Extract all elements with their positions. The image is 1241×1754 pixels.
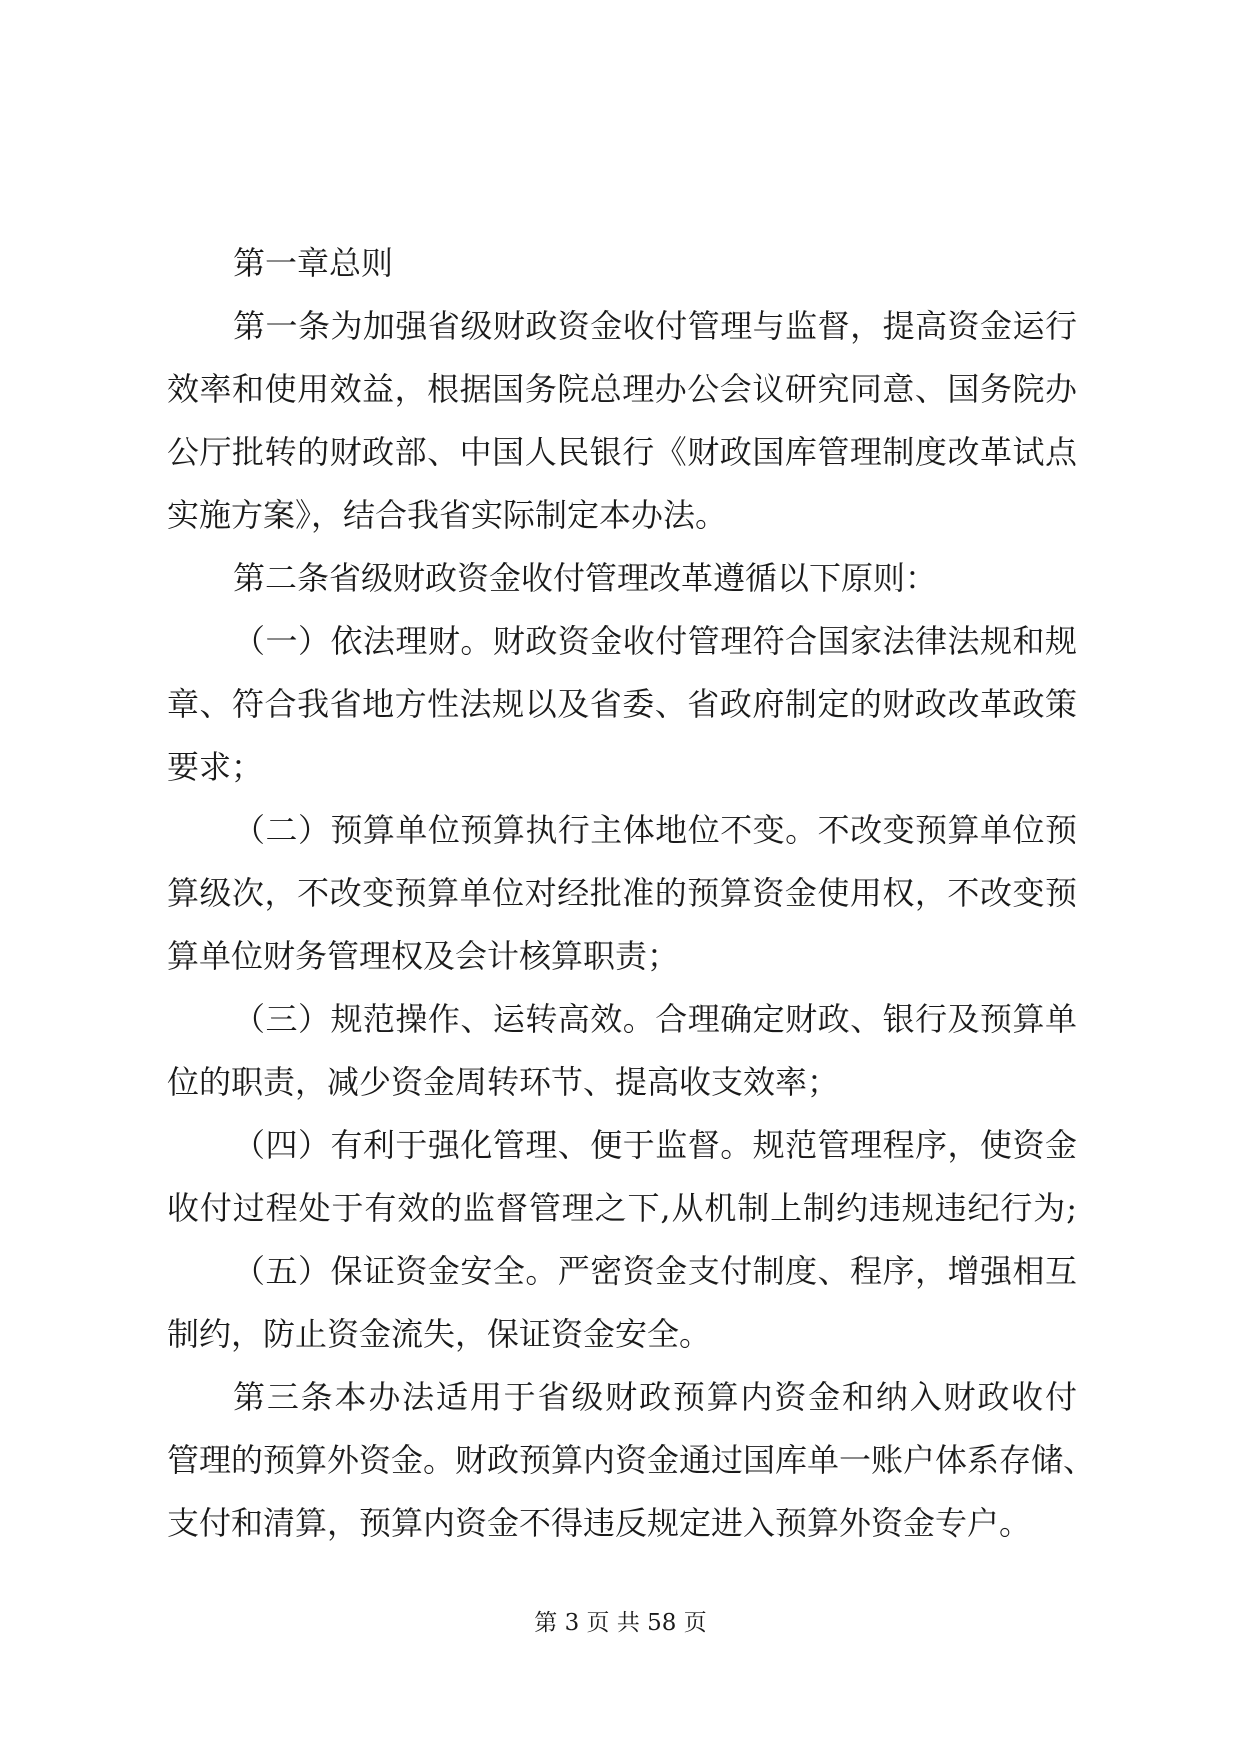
text-line: 算单位财务管理权及会计核算职责； (167, 937, 680, 975)
text-line: 实施方案》，结合我省实际制定本办法。 (167, 496, 728, 534)
document-body (167, 232, 1096, 1555)
text-line: 支付和清算，预算内资金不得违反规定进入预算外资金专户。 (167, 1504, 1032, 1542)
text-line: 收付过程处于有效的监督管理之下,从机制上制约违规违纪行为; (167, 1189, 1077, 1227)
text-line: 效率和使用效益，根据国务院总理办公会议研究同意、国务院办 (167, 370, 1077, 408)
text-line: （二）预算单位预算执行主体地位不变。不改变预算单位预 (233, 811, 1077, 849)
text-line: （四）有利于强化管理、便于监督。规范管理程序，使资金 (233, 1126, 1077, 1164)
text-line: 章、符合我省地方性法规以及省委、省政府制定的财政改革政策 (167, 685, 1077, 723)
text-line: 要求； (167, 748, 264, 786)
page-footer: 第 3 页 共 58 页 (534, 1610, 707, 1636)
text-line: （一）依法理财。财政资金收付管理符合国家法律法规和规 (233, 622, 1077, 660)
text-line: 第一章总则 (233, 244, 394, 282)
text-line: 公厅批转的财政部、中国人民银行《财政国库管理制度改革试点 (167, 433, 1077, 471)
text-line: 第一条为加强省级财政资金收付管理与监督，提高资金运行 (233, 307, 1077, 345)
text-line: 算级次，不改变预算单位对经批准的预算资金使用权，不改变预 (167, 874, 1077, 912)
text-line: （三）规范操作、运转高效。合理确定财政、银行及预算单 (233, 1000, 1077, 1038)
text-line: （五）保证资金安全。严密资金支付制度、程序，增强相互 (233, 1252, 1077, 1290)
text-line: 第二条省级财政资金收付管理改革遵循以下原则： (233, 559, 938, 597)
text-line: 管理的预算外资金。财政预算内资金通过国库单一账户体系存储、 (167, 1441, 1096, 1479)
text-line: 制约，防止资金流失，保证资金安全。 (167, 1315, 712, 1353)
text-line: 第三条本办法适用于省级财政预算内资金和纳入财政收付 (233, 1378, 1077, 1416)
text-line: 位的职责，减少资金周转环节、提高收支效率； (167, 1063, 840, 1101)
